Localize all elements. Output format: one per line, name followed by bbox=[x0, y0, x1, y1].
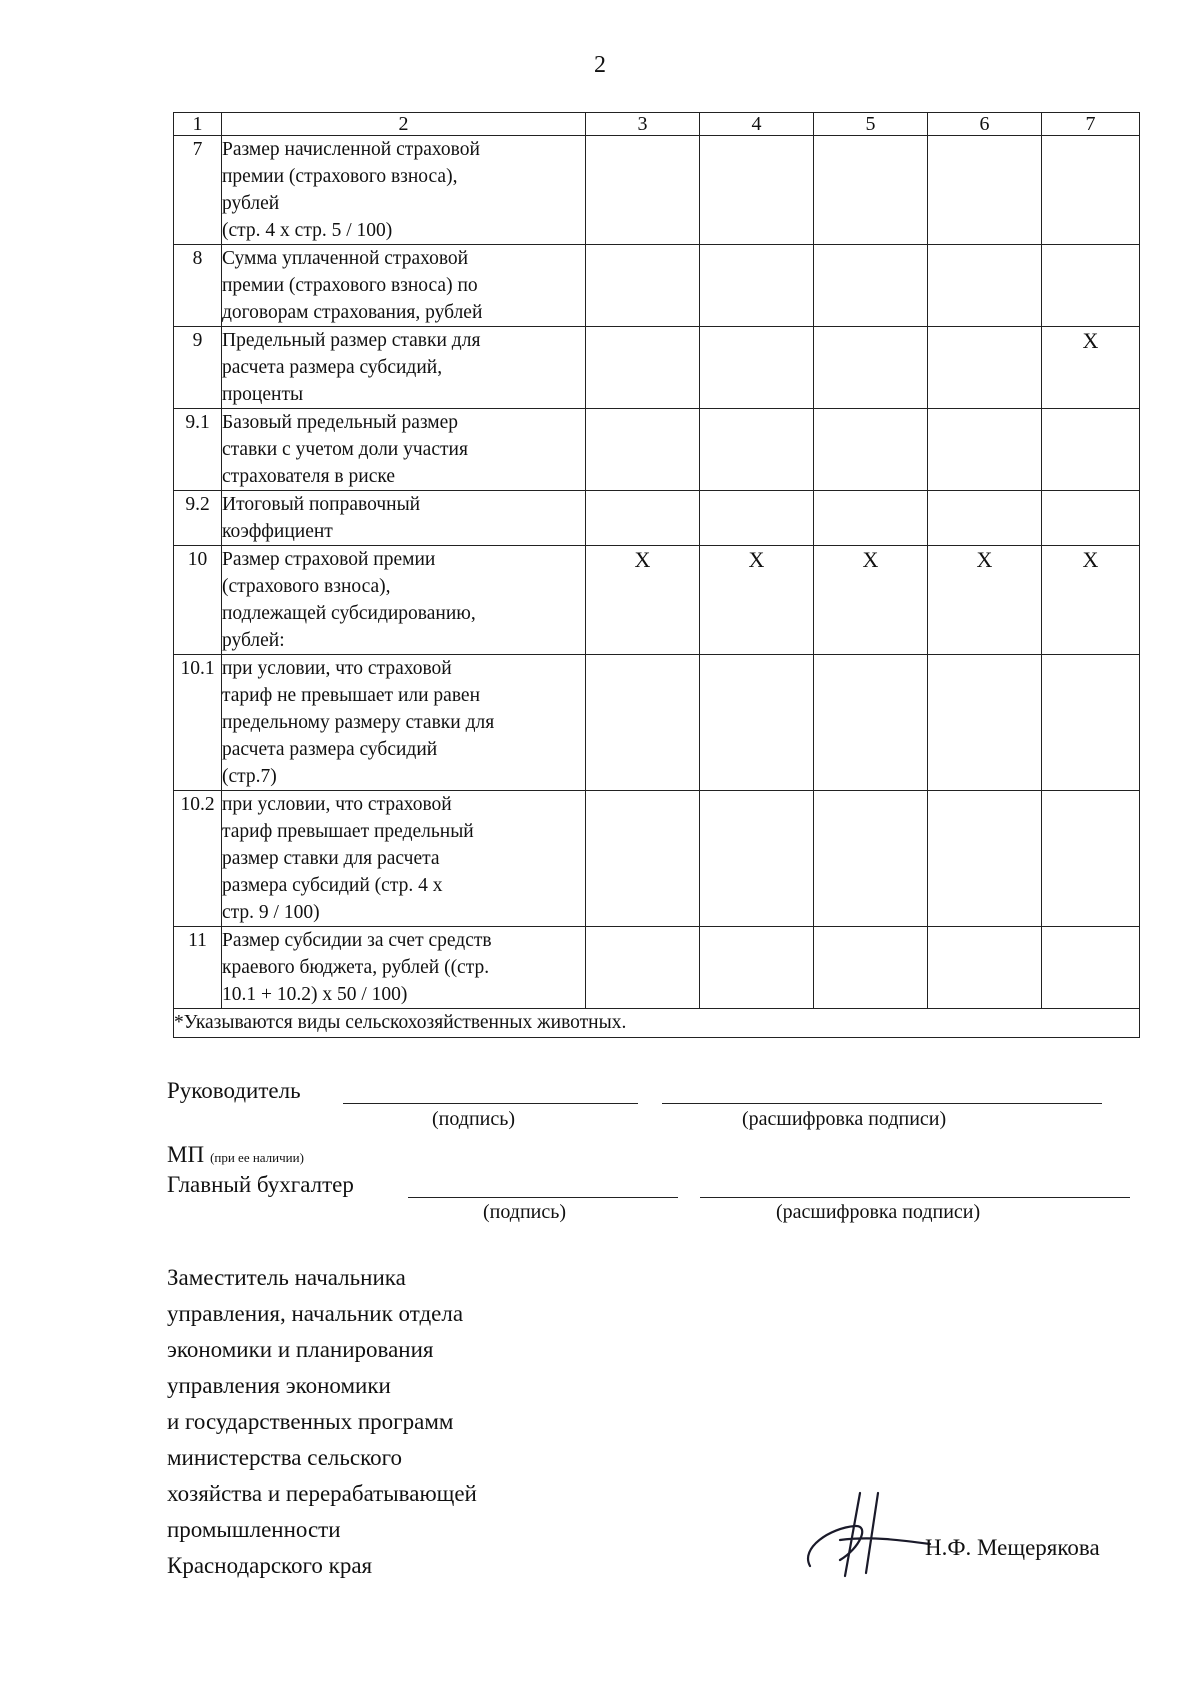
description-line: премии (страхового взноса) по bbox=[222, 275, 478, 296]
position-line: хозяйства и перерабатывающей bbox=[167, 1481, 477, 1506]
value-cell bbox=[928, 327, 1042, 409]
value-cell bbox=[814, 927, 928, 1009]
value-cell bbox=[928, 655, 1042, 791]
column-header: 4 bbox=[700, 113, 814, 136]
row-description bbox=[222, 491, 586, 546]
position-line: Заместитель начальника bbox=[167, 1265, 406, 1290]
row-description bbox=[222, 791, 586, 927]
head-decode-line bbox=[662, 1103, 1102, 1104]
description-line: премии (страхового взноса), bbox=[222, 166, 458, 187]
description-line: размер ставки для расчета bbox=[222, 848, 440, 869]
stamp-label: МП bbox=[167, 1142, 205, 1167]
value-cell: Х bbox=[586, 546, 700, 655]
table-row bbox=[174, 927, 1140, 1009]
value-cell: Х bbox=[1042, 327, 1140, 409]
accountant-label: Главный бухгалтер bbox=[167, 1172, 354, 1197]
row-description bbox=[222, 136, 586, 245]
row-description bbox=[222, 655, 586, 791]
description-line: подлежащей субсидированию, bbox=[222, 603, 476, 624]
value-cell bbox=[586, 327, 700, 409]
description-line: Размер начисленной страховой bbox=[222, 139, 480, 160]
description-line: рублей: bbox=[222, 630, 285, 651]
position-line: управления, начальник отдела bbox=[167, 1301, 464, 1326]
description-line: договорам страхования, рублей bbox=[222, 302, 483, 323]
row-number: 10 bbox=[174, 546, 222, 655]
head-signature-line bbox=[343, 1103, 638, 1104]
description-line: (стр. 4 х стр. 5 / 100) bbox=[222, 220, 393, 241]
position-line: экономики и планирования bbox=[167, 1337, 434, 1362]
description-line: краевого бюджета, рублей ((стр. bbox=[222, 957, 490, 978]
description-line: 10.1 + 10.2) х 50 / 100) bbox=[222, 984, 408, 1005]
description-line: предельному размеру ставки для bbox=[222, 712, 495, 733]
table-footnote: *Указываются виды сельскохозяйственных животных. bbox=[174, 1009, 1140, 1038]
subsidy-calculation-table bbox=[173, 112, 1140, 1038]
accountant-signature-line bbox=[408, 1197, 678, 1198]
accountant-decode-line bbox=[700, 1197, 1130, 1198]
value-cell: Х bbox=[928, 546, 1042, 655]
table-row bbox=[174, 136, 1140, 245]
row-number: 10.2 bbox=[174, 791, 222, 927]
value-cell bbox=[586, 136, 700, 245]
table-row bbox=[174, 655, 1140, 791]
value-cell bbox=[1042, 927, 1140, 1009]
value-cell: Х bbox=[814, 546, 928, 655]
row-number: 7 bbox=[174, 136, 222, 245]
value-cell bbox=[1042, 409, 1140, 491]
value-cell bbox=[1042, 491, 1140, 546]
table-row bbox=[174, 491, 1140, 546]
description-line: Размер субсидии за счет средств bbox=[222, 930, 492, 951]
value-cell bbox=[586, 245, 700, 327]
description-line: Размер страховой премии bbox=[222, 549, 436, 570]
value-cell: Х bbox=[700, 546, 814, 655]
value-cell bbox=[1042, 791, 1140, 927]
value-cell bbox=[700, 327, 814, 409]
head-signature-hint: (подпись) bbox=[432, 1108, 516, 1130]
stamp-note: (при ее наличии) bbox=[210, 1150, 304, 1165]
stamp-mark bbox=[167, 1142, 304, 1168]
description-line: расчета размера субсидий, bbox=[222, 357, 443, 378]
value-cell bbox=[586, 927, 700, 1009]
table-row bbox=[174, 409, 1140, 491]
description-line: (стр.7) bbox=[222, 766, 277, 787]
row-number: 10.1 bbox=[174, 655, 222, 791]
column-header: 2 bbox=[222, 113, 586, 136]
value-cell bbox=[814, 491, 928, 546]
column-header: 3 bbox=[586, 113, 700, 136]
table-row bbox=[174, 327, 1140, 409]
value-cell bbox=[814, 136, 928, 245]
value-cell bbox=[586, 491, 700, 546]
value-cell bbox=[928, 136, 1042, 245]
description-line: Сумма уплаченной страховой bbox=[222, 248, 469, 269]
description-line: коэффициент bbox=[222, 521, 333, 542]
position-line: управления экономики bbox=[167, 1373, 391, 1398]
row-number: 9.2 bbox=[174, 491, 222, 546]
row-number: 9 bbox=[174, 327, 222, 409]
description-line: стр. 9 / 100) bbox=[222, 902, 320, 923]
page-number: 2 bbox=[594, 52, 606, 78]
value-cell bbox=[928, 409, 1042, 491]
value-cell bbox=[1042, 136, 1140, 245]
value-cell bbox=[700, 245, 814, 327]
value-cell bbox=[814, 791, 928, 927]
description-line: Базовый предельный размер bbox=[222, 412, 459, 433]
table-row bbox=[174, 546, 1140, 655]
value-cell bbox=[928, 927, 1042, 1009]
value-cell bbox=[700, 409, 814, 491]
row-number: 9.1 bbox=[174, 409, 222, 491]
table-row bbox=[174, 245, 1140, 327]
column-header: 6 bbox=[928, 113, 1042, 136]
value-cell bbox=[928, 791, 1042, 927]
description-line: Предельный размер ставки для bbox=[222, 330, 481, 351]
value-cell bbox=[700, 927, 814, 1009]
value-cell bbox=[700, 136, 814, 245]
accountant-signature-hint: (подпись) bbox=[483, 1201, 567, 1223]
column-header: 7 bbox=[1042, 113, 1140, 136]
position-line: и государственных программ bbox=[167, 1409, 454, 1434]
description-line: страхователя в риске bbox=[222, 466, 395, 487]
value-cell bbox=[586, 791, 700, 927]
description-line: размера субсидий (стр. 4 х bbox=[222, 875, 443, 896]
description-line: рублей bbox=[222, 193, 280, 214]
value-cell bbox=[586, 409, 700, 491]
row-description bbox=[222, 327, 586, 409]
description-line: ставки с учетом доли участия bbox=[222, 439, 468, 460]
row-description bbox=[222, 546, 586, 655]
description-line: Итоговый поправочный bbox=[222, 494, 421, 515]
footnote-row bbox=[174, 1009, 1140, 1038]
table-header-row bbox=[174, 113, 1140, 136]
description-line: при условии, что страховой bbox=[222, 658, 452, 679]
value-cell bbox=[586, 655, 700, 791]
value-cell bbox=[814, 327, 928, 409]
description-line: расчета размера субсидий bbox=[222, 739, 438, 760]
table-row bbox=[174, 791, 1140, 927]
signer-name: Н.Ф. Мещерякова bbox=[925, 1535, 1100, 1560]
value-cell bbox=[814, 655, 928, 791]
description-line: проценты bbox=[222, 384, 304, 405]
signer-position bbox=[167, 1260, 477, 1584]
row-number: 11 bbox=[174, 927, 222, 1009]
position-line: Краснодарского края bbox=[167, 1553, 373, 1578]
row-description bbox=[222, 927, 586, 1009]
column-header: 5 bbox=[814, 113, 928, 136]
head-decode-hint: (расшифровка подписи) bbox=[742, 1108, 947, 1130]
accountant-decode-hint: (расшифровка подписи) bbox=[776, 1201, 981, 1223]
description-line: при условии, что страховой bbox=[222, 794, 452, 815]
value-cell bbox=[1042, 245, 1140, 327]
handwritten-signature bbox=[800, 1488, 940, 1578]
row-description bbox=[222, 245, 586, 327]
value-cell bbox=[700, 491, 814, 546]
row-description bbox=[222, 409, 586, 491]
row-number: 8 bbox=[174, 245, 222, 327]
value-cell bbox=[700, 655, 814, 791]
value-cell bbox=[928, 491, 1042, 546]
value-cell bbox=[1042, 655, 1140, 791]
head-label: Руководитель bbox=[167, 1078, 301, 1103]
value-cell: Х bbox=[1042, 546, 1140, 655]
description-line: тариф не превышает или равен bbox=[222, 685, 481, 706]
value-cell bbox=[814, 409, 928, 491]
description-line: тариф превышает предельный bbox=[222, 821, 474, 842]
column-header: 1 bbox=[174, 113, 222, 136]
description-line: (страхового взноса), bbox=[222, 576, 391, 597]
position-line: министерства сельского bbox=[167, 1445, 402, 1470]
value-cell bbox=[700, 791, 814, 927]
value-cell bbox=[814, 245, 928, 327]
value-cell bbox=[928, 245, 1042, 327]
position-line: промышленности bbox=[167, 1517, 341, 1542]
